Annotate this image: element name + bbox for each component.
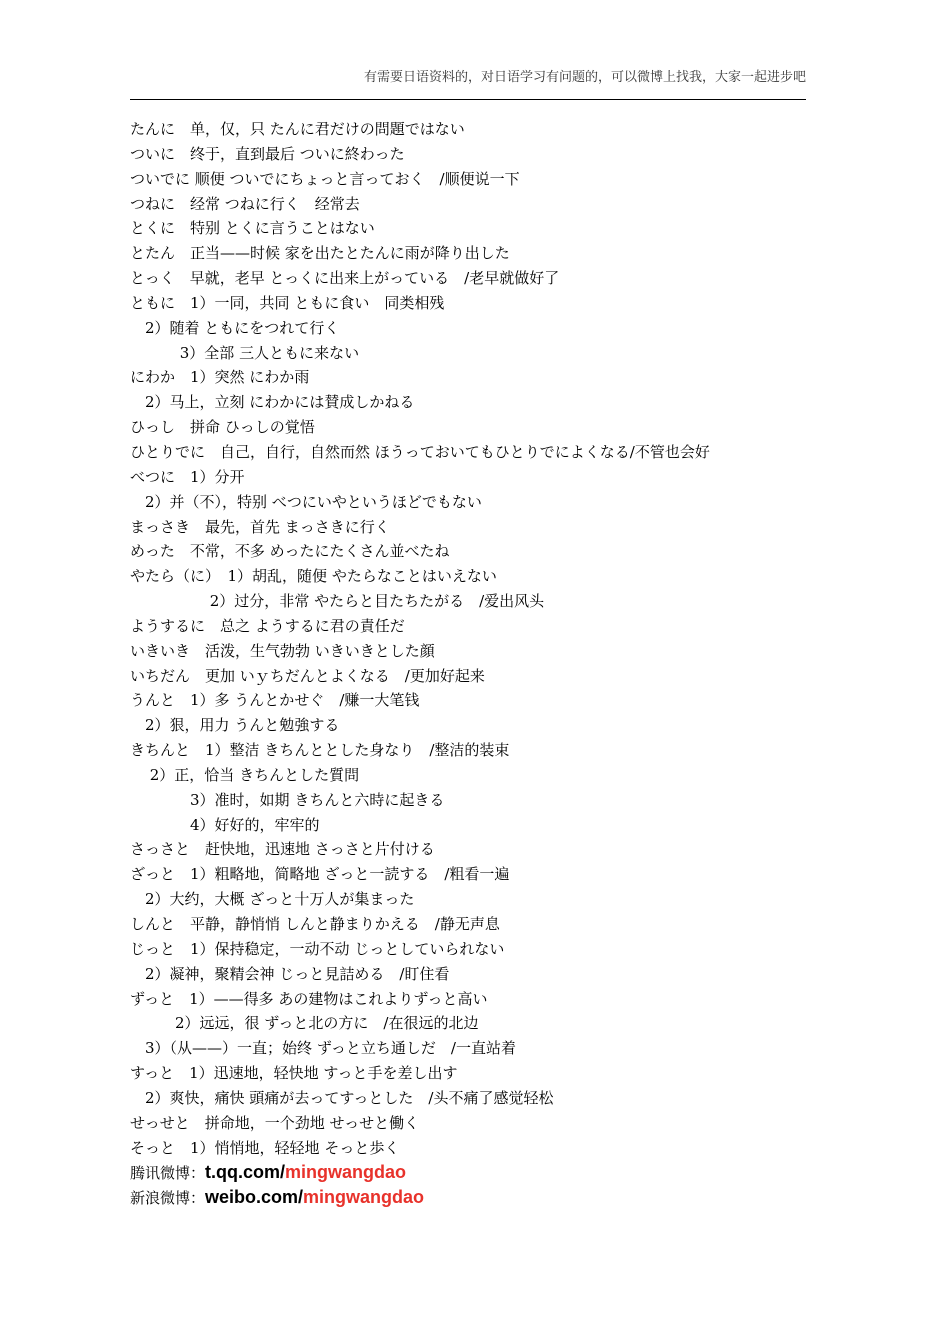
sina-weibo-link-host[interactable]: weibo.com/: [205, 1187, 304, 1208]
entry-line: ついでに 顺便 ついでにちょっと言っておく /顺便说一下: [130, 169, 520, 188]
entry-line: にわか 1）突然 にわか雨: [130, 368, 310, 387]
entry-line: 2）随着 ともにをつれて行く: [130, 318, 340, 337]
entry-line: いきいき 活泼，生气勃勃 いきいきとした顔: [130, 641, 435, 660]
sina-weibo-link-user[interactable]: mingwangdao: [303, 1187, 425, 1208]
entry-line: 3）全部 三人ともに来ない: [130, 343, 360, 362]
tencent-weibo-link-user[interactable]: mingwangdao: [285, 1162, 407, 1183]
header-divider: [130, 99, 806, 100]
entry-line: 2）凝神，聚精会神 じっと見詰める /盯住看: [130, 964, 450, 983]
entry-line: ついに 终于，直到最后 ついに終わった: [130, 144, 405, 163]
header-note: 有需要日语资料的，对日语学习有问题的，可以微博上找我，大家一起进步吧: [363, 70, 806, 85]
entry-line: やたら（に） 1）胡乱，随便 やたらなことはいえない: [130, 567, 497, 586]
entry-line: とくに 特别 とくに言うことはない: [130, 219, 375, 238]
entry-line: つねに 经常 つねに行く 经常去: [130, 194, 360, 213]
entry-line: めった 不常，不多 めったにたくさん並べたね: [130, 542, 450, 561]
entry-line: たんに 单，仅，只 たんに君だけの問題ではない: [130, 120, 465, 138]
entry-line: ひとりでに 自己，自行，自然而然 ほうっておいてもひとりでによくなる/不管也会好: [130, 442, 710, 461]
entry-line: 2）远远，很 ずっと北の方に /在很远的北边: [130, 1014, 479, 1033]
sina-weibo-label: 新浪微博：: [130, 1189, 206, 1208]
tencent-weibo-link-host[interactable]: t.qq.com/: [205, 1162, 286, 1183]
entry-line: ともに 1）一同，共同 ともに食い 同类相残: [130, 293, 445, 312]
entry-line: きちんと 1）整洁 きちんととした身なり /整洁的装束: [130, 741, 510, 760]
entry-line: 2）狠，用力 うんと勉強する: [130, 716, 340, 735]
entry-line: いちだん 更加 いｙちだんとよくなる /更加好起来: [130, 666, 485, 685]
entry-line: ひっし 拼命 ひっしの覚悟: [130, 418, 315, 437]
entry-line: べつに 1）分开: [130, 467, 245, 486]
entry-line: ざっと 1）粗略地，简略地 ざっと一読する /粗看一遍: [130, 865, 510, 884]
entry-line: うんと 1）多 うんとかせぐ /赚一大笔钱: [130, 691, 420, 710]
entry-line: しんと 平静，静悄悄 しんと静まりかえる /静无声息: [130, 915, 500, 933]
entry-line: 2）过分，非常 やたらと目たちたがる /爱出风头: [130, 592, 545, 611]
entry-line: ようするに 总之 ようするに君の責任だ: [130, 616, 405, 635]
entry-line: とっく 早就，老早 とっくに出来上がっている /老早就做好了: [130, 269, 560, 288]
entry-line: すっと 1）迅速地，轻快地 すっと手を差し出す: [130, 1064, 458, 1083]
tencent-weibo-label: 腾讯微博：: [130, 1164, 206, 1183]
entry-line: とたん 正当——时候 家を出たとたんに雨が降り出した: [130, 244, 510, 263]
entry-line: 2）爽快，痛快 頭痛が去ってすっとした /头不痛了感觉轻松: [130, 1088, 554, 1107]
entry-line: じっと 1）保持稳定，一动不动 じっとしていられない: [130, 939, 505, 958]
entry-line: 3）（从——）一直；始终 ずっと立ち通しだ /一直站着: [130, 1039, 516, 1058]
entry-line: さっさと 赶快地，迅速地 さっさと片付ける: [130, 840, 435, 859]
sina-weibo-line: [130, 1185, 830, 1210]
entry-line: 2）正，恰当 きちんとした質問: [130, 765, 360, 784]
entry-line: 3）准时，如期 きちんと六時に起きる: [130, 790, 445, 809]
entry-line: 4）好好的，牢牢的: [130, 815, 320, 834]
entry-line: 2）并（不），特别 べつにいやというほどでもない: [130, 492, 482, 511]
entry-line: 2）马上，立刻 にわかには賛成しかねる: [130, 393, 415, 412]
entry-line: まっさき 最先，首先 まっさきに行く: [130, 517, 390, 536]
tencent-weibo-line: [130, 1160, 830, 1185]
vocabulary-list: [130, 117, 830, 1210]
entry-line: せっせと 拼命地，一个劲地 せっせと働く: [130, 1113, 420, 1132]
entry-line: ずっと 1）——得多 あの建物はこれよりずっと高い: [130, 989, 488, 1008]
entry-line: 2）大约，大概 ざっと十万人が集まった: [130, 890, 415, 909]
entry-line: そっと 1）悄悄地，轻轻地 そっと歩く: [130, 1138, 400, 1157]
